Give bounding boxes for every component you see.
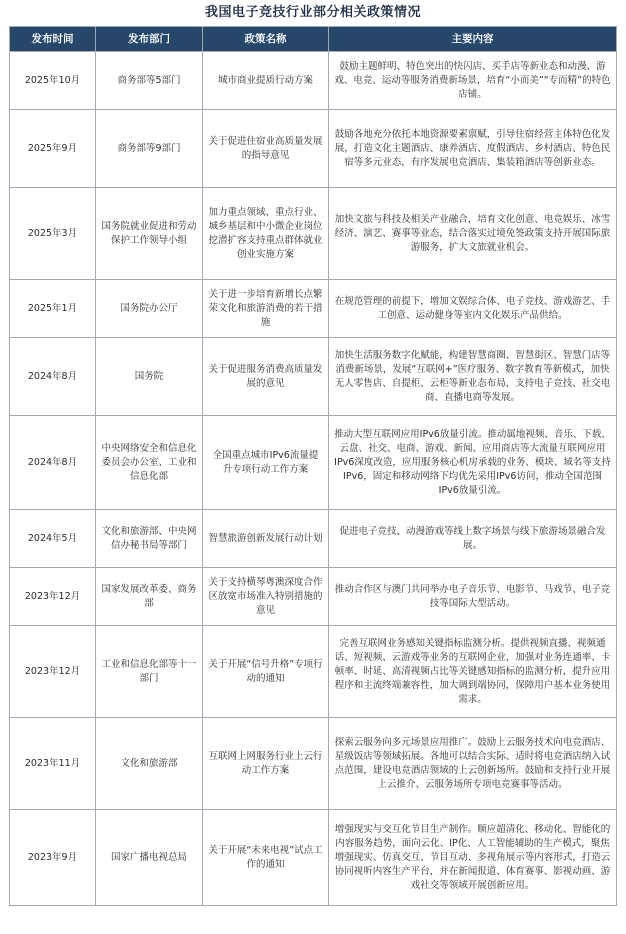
cell-dept: 工业和信息化部等十一部门 [96,626,203,718]
cell-content: 在规范管理的前提下，增加文娱综合体、电子竞技、游戏游艺、手工创意、运动健身等室内文化娱乐产品供给。 [329,280,617,338]
cell-policy: 智慧旅游创新发展行动计划 [203,510,329,568]
table-row [10,568,617,626]
policy-table [9,26,617,906]
table-row [10,338,617,416]
cell-content: 加快生活服务数字化赋能，构建智慧商圈、智慧街区、智慧门店等消费新场景，发展“互联网+”医疗服务、数字教育等新模式，加快无人零售店、自提柜、云柜等新业态布局，支持电子竞技、社交电商、直播电商等发展。 [329,338,617,416]
cell-dept: 国家广播电视总局 [96,810,203,906]
cell-policy: 全国重点城市IPv6流量提升专项行动工作方案 [203,416,329,510]
table-row [10,626,617,718]
cell-dept: 文化和旅游部 [96,718,203,810]
cell-dept: 国务院办公厅 [96,280,203,338]
cell-policy: 关于促进服务消费高质量发展的意见 [203,338,329,416]
cell-content: 鼓励主题鲜明、特色突出的快闪店、买手店等新业态和动漫、游戏、电竞、运动等服务消费新场景，培育“小而美”“专而精”的特色店铺。 [329,52,617,110]
table-row [10,810,617,906]
table-row [10,188,617,280]
cell-content: 鼓励各地充分依托本地资源要素禀赋，引导住宿经营主体特色化发展，打造文化主题酒店、康养酒店、度假酒店、乡村酒店、特色民宿等多元业态，有序发展电竞酒店、集装箱酒店等创新业态。 [329,110,617,188]
cell-content: 增强现实与交互化节目生产制作。顺应超清化、移动化、智能化的内容服务趋势，面向云化、IP化、人工智能辅助的生产模式，聚焦增强现实、仿真交互、节目互动、多视角展示等内容形式，打造云协同视听内容生产平台，并在新闻报道、体育赛事、影视动画、游戏社交等领域开展创新应用。 [329,810,617,906]
cell-content: 探索云服务向多元场景应用推广。鼓励上云服务技术向电竞酒店、星级饭店等领域拓展。各地可以结合实际、适时将电竞酒店纳入试点范围，建设电竞酒店领域的上云创新场所。鼓励和支持行业开展上云推介、云服务场所专项电竞赛事等活动。 [329,718,617,810]
page-title: 我国电子竞技行业部分相关政策情况 [204,5,421,20]
cell-time: 2025年3月 [10,188,96,280]
cell-policy: 互联网上网服务行业上云行动工作方案 [203,718,329,810]
table-row [10,416,617,510]
cell-content: 推动大型互联网应用IPv6放量引流。推动属地视频、音乐、下载、云盘、社交、电商、游戏、新闻、应用商店等大流量互联网应用IPv6深度改造，应用服务核心机房承载的业务、模块、域名等支持IPv6，固定和移动网络下均优先采用IPv6访问，推动全国范围IPv6放量引流。 [329,416,617,510]
cell-time: 2024年5月 [10,510,96,568]
cell-dept: 国务院就业促进和劳动保护工作领导小组 [96,188,203,280]
cell-policy: 关于进一步培育新增长点繁荣文化和旅游消费的若干措施 [203,280,329,338]
cell-time: 2025年10月 [10,52,96,110]
cell-dept: 商务部等9部门 [96,110,203,188]
cell-time: 2023年12月 [10,568,96,626]
cell-time: 2024年8月 [10,338,96,416]
cell-dept: 中央网络安全和信息化委员会办公室、工业和信息化部 [96,416,203,510]
table-row [10,52,617,110]
table-row [10,718,617,810]
cell-dept: 国务院 [96,338,203,416]
cell-policy: 城市商业提质行动方案 [203,52,329,110]
cell-dept: 文化和旅游部、中央网信办秘书局等部门 [96,510,203,568]
table-row [10,280,617,338]
cell-time: 2025年1月 [10,280,96,338]
cell-time: 2024年8月 [10,416,96,510]
cell-policy: 加力重点领域、重点行业、城乡基层和中小微企业岗位挖潜扩容支持重点群体就业创业实施方案 [203,188,329,280]
cell-content: 完善互联网业务感知关键指标监测分析。提供视频直播、视频通话、短视频、云游戏等业务的互联网企业，加强对业务连通率、卡顿率、时延、高清视频占比等关键感知指标的监测分析，提升应用程序和主流终端兼容性，加大调到端协同，保障用户基本业务使用需求。 [329,626,617,718]
header-dept: 发布部门 [96,27,203,52]
cell-policy: 关于促进住宿业高质量发展的指导意见 [203,110,329,188]
cell-time: 2023年9月 [10,810,96,906]
cell-dept: 商务部等5部门 [96,52,203,110]
header-policy: 政策名称 [203,27,329,52]
table-row [10,510,617,568]
cell-content: 推动合作区与澳门共同举办电子音乐节、电影节、马戏节、电子竞技等国际大型活动。 [329,568,617,626]
cell-time: 2025年9月 [10,110,96,188]
table-row [10,110,617,188]
cell-time: 2023年12月 [10,626,96,718]
cell-policy: 关于开展“未来电视”试点工作的通知 [203,810,329,906]
header-content: 主要内容 [329,27,617,52]
cell-dept: 国家发展改革委、商务部 [96,568,203,626]
cell-time: 2023年11月 [10,718,96,810]
header-time: 发布时间 [10,27,96,52]
cell-policy: 关于开展“信号升格”专项行动的通知 [203,626,329,718]
cell-content: 加快文旅与科技及相关产业融合，培育文化创意、电竞娱乐、冰雪经济、演艺、赛事等业态，结合落实过境免签政策支持开展国际旅游服务，扩大文旅就业机会。 [329,188,617,280]
cell-policy: 关于支持横琴粤澳深度合作区放宽市场准入特别措施的意见 [203,568,329,626]
table-header-row [10,27,617,52]
cell-content: 促进电子竞技、动漫游戏等线上数字场景与线下旅游场景融合发展。 [329,510,617,568]
